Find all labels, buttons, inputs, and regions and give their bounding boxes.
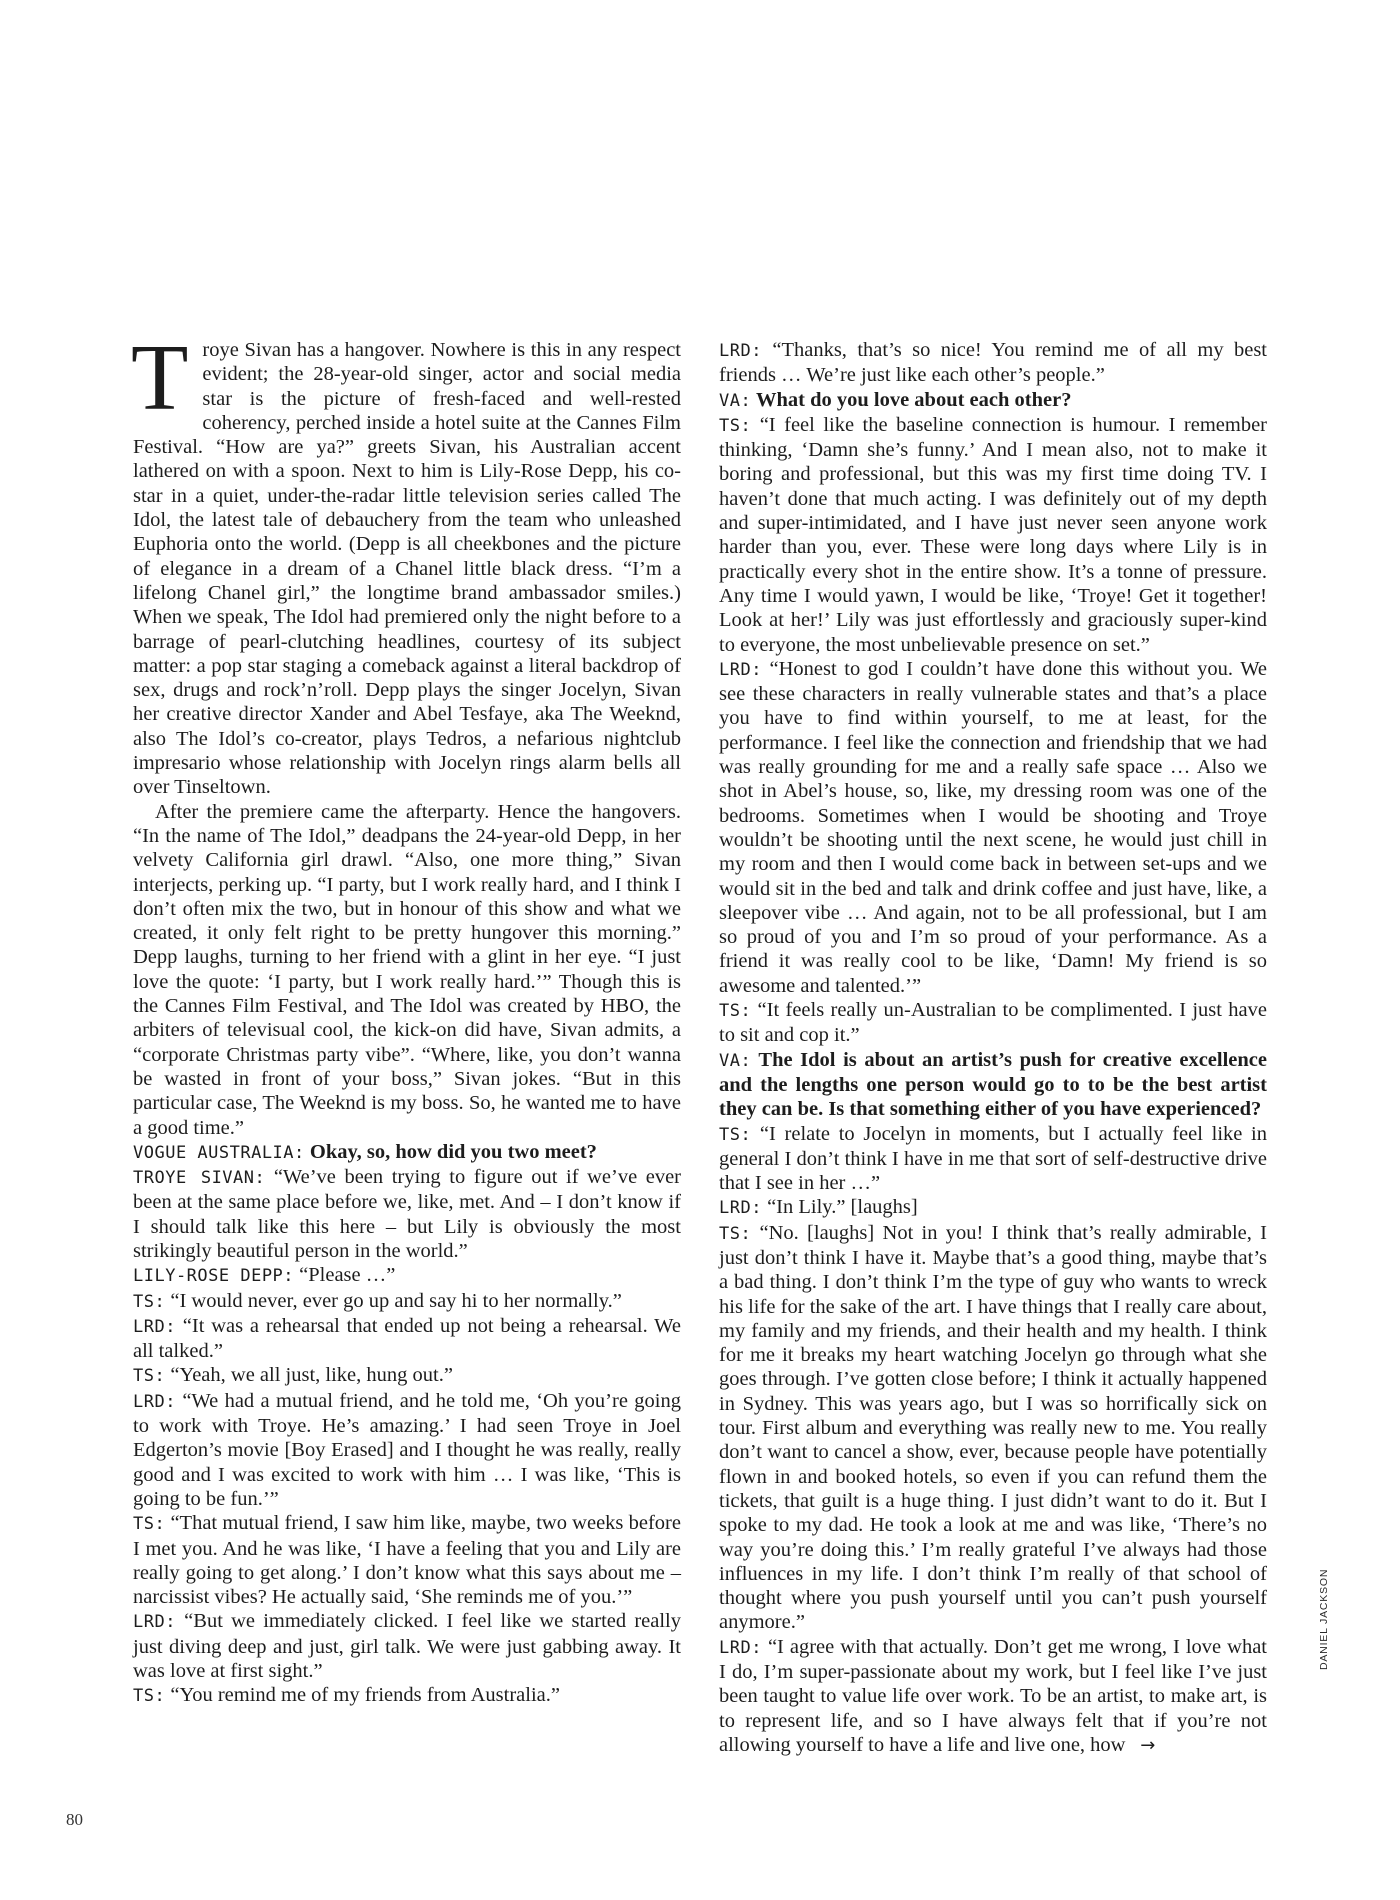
speaker-label: VOGUE AUSTRALIA: xyxy=(133,1142,305,1163)
interview-answer xyxy=(133,1363,681,1388)
speaker-label: LRD: xyxy=(719,341,762,361)
speaker-label: VA: xyxy=(719,1050,752,1071)
interview-text: “That mutual friend, I saw him like, maybe, two weeks before I met you. And he was like, ‘I have a feeling that you and Lily are really going to get along.’ I don’t know what this says about me – narcissist vibes? He actually said, ‘She reminds me of you.’” xyxy=(133,1512,681,1609)
interview-text: What do you love about each other? xyxy=(751,388,1072,411)
left-interview xyxy=(133,1140,681,1709)
interview-answer xyxy=(133,1683,681,1708)
interview-text: “Please …” xyxy=(294,1264,396,1287)
interview-text: “I relate to Jocelyn in moments, but I actually feel like in general I don’t think I have in me that sort of self-destructive drive that I see in her …” xyxy=(719,1122,1267,1195)
interview-answer xyxy=(719,998,1267,1048)
speaker-label: TS: xyxy=(719,1001,752,1022)
photo-credit: DANIEL JACKSON xyxy=(1318,1568,1330,1670)
interview-text: “I feel like the baseline connection is humour. I remember thinking, ‘Damn she’s funny.’ And I mean also, not to make it boring and professional, but this was my first time doing TV. I haven’t done that much acting. I was definitely out of my depth and super-intimidated, and I have just never seen anyone work harder than you, ever. These were long days where Lily is in practically every shot in the entire show. It’s a tonne of pressure. Any time I would yawn, I would be like, ‘Troye! Get it together! Look at her!’ Lily was just effortlessly and graciously super-kind to everyone, the most unbelievable presence on set.” xyxy=(719,413,1267,656)
drop-cap: T xyxy=(131,326,189,430)
page-number: 80 xyxy=(66,1810,83,1829)
interview-text: “But we immediately clicked. I feel like we started really just diving deep and just, girl talk. We were just gabbing away. It was love at first sight.” xyxy=(133,1610,681,1683)
continue-arrow-icon: → xyxy=(1125,1734,1156,1756)
interview-text: “It feels really un-Australian to be complimented. I just have to sit and cop it.” xyxy=(719,999,1267,1047)
interview-answer xyxy=(719,413,1267,657)
speaker-label: LILY-ROSE DEPP: xyxy=(133,1266,295,1287)
interview-text: “I agree with that actually. Don’t get me wrong, I love what I do, I’m super-passionate about my work, but I feel like I’ve just been taught to value life over work. To be an artist, to make art, is to represent life, and so I have always felt that if you’re not allowing yourself to have a life and live one, how xyxy=(719,1635,1267,1756)
speaker-label: LRD: xyxy=(719,659,762,680)
speaker-label: TROYE SIVAN: xyxy=(133,1168,266,1189)
speaker-label: TS: xyxy=(133,1291,166,1312)
interview-answer xyxy=(133,1389,681,1511)
interview-answer xyxy=(133,1511,681,1609)
interview-text: “Thanks, that’s so nice! You remind me of all my best friends … We’re just like each other’s people.” xyxy=(719,339,1267,387)
speaker-label: TS: xyxy=(133,1514,166,1535)
interview-text: “It was a rehearsal that ended up not being a rehearsal. We all talked.” xyxy=(133,1314,681,1363)
speaker-label: TS: xyxy=(719,1223,752,1244)
interview-text: “You remind me of my friends from Australia.” xyxy=(165,1684,560,1707)
interview-text: “We had a mutual friend, and he told me, ‘Oh you’re going to work with Troye. He’s amazing.’ I had seen Troye in Joel Edgerton’s movie [Boy Erased] and I thought he was really, really good and I was excited to work with him … I was like, ‘This is going to be fun.’” xyxy=(133,1389,681,1510)
speaker-label: LRD: xyxy=(719,1637,762,1658)
interview-answer xyxy=(719,1122,1267,1196)
interview-answer xyxy=(133,1165,681,1263)
interview-answer xyxy=(133,1289,681,1314)
interview-question xyxy=(719,1048,1267,1122)
interview-text: The Idol is about an artist’s push for creative excellence and the lengths one person would go to to be the best artist they can be. Is that something either of you have experienced? xyxy=(719,1048,1267,1121)
speaker-label: TS: xyxy=(719,1124,752,1145)
speaker-label: LRD: xyxy=(719,1198,762,1219)
interview-answer xyxy=(719,1221,1267,1635)
interview-text: “In Lily.” [laughs] xyxy=(761,1196,918,1219)
interview-answer xyxy=(719,1635,1267,1758)
interview-text: “I would never, ever go up and say hi to her normally.” xyxy=(165,1289,622,1312)
interview-answer xyxy=(133,1609,681,1683)
afterparty-paragraph: After the premiere came the afterparty. Hence the hangovers. “In the name of The Idol,” deadpans the 24-year-old Depp, in her velvety California girl drawl. “Also, one more thing,” Sivan interjects, perking up. “I party, but I work really hard, and I think I don’t often mix the two, but in honour of this show and what we created, it only felt right to be pretty hungover this morning.” Depp laughs, turning to her friend with a glint in her eye. “I just love the quote: ‘I party, but I work really hard.’” Though this is the Cannes Film Festival, and The Idol was created by HBO, the arbiters of televisual cool, the kick-on did have, Sivan admits, a “corporate Christmas party vibe”. “Where, like, you don’t wanna be wasted in front of your boss,” Sivan jokes. “But in this particular case, The Weeknd is my boss. So, he wanted me to have a good time.” xyxy=(133,800,681,1139)
interview-answer xyxy=(719,1195,1267,1220)
speaker-label: LRD: xyxy=(133,1391,176,1412)
interview-question xyxy=(719,388,1267,413)
interview-text: “No. [laughs] Not in you! I think that’s really admirable, I just don’t think I have it. Maybe that’s a good thing, maybe that’s a bad thing. I don’t think I’m the type of guy who wants to wreck his life for the sake of the art. I have things that I really care about, my family and my friends, and their health and my health. I think for me it breaks my heart watching Jocelyn go through what she goes through. I’ve gotten close before; I think it actually happened in Sydney. This was years ago, but I was so horrifically sick on tour. First album and everything was really new to me. You really don’t want to cancel a show, ever, because people have potentially flown in and booked hotels, so even if you can refund them the tickets, that guilt is a huge thing. I just didn’t want to do it. But I spoke to my dad. He took a look at me and was like, ‘There’s no way you’re doing this.’ I’m really grateful I’ve always had those influences in my life. I don’t think I’m really of that school of thought where you push yourself until you can’t push yourself anymore.” xyxy=(719,1221,1267,1634)
interview-answer xyxy=(133,1263,681,1288)
interview-text: “We’ve been trying to figure out if we’ve ever been at the same place before we, like, met. And – I don’t know if I should talk like this here – but Lily is obviously the most strikingly beautiful person in the world.” xyxy=(133,1166,681,1262)
speaker-label: VA: xyxy=(719,390,752,411)
interview-answer xyxy=(133,1314,681,1364)
speaker-label: TS: xyxy=(719,415,752,436)
interview-text: Okay, so, how did you two meet? xyxy=(304,1140,597,1163)
right-interview xyxy=(719,338,1267,1758)
speaker-label: TS: xyxy=(133,1686,166,1707)
speaker-label: TS: xyxy=(133,1366,166,1387)
intro-text: roye Sivan has a hangover. Nowhere is this in any respect evident; the 28-year-old singer, actor and social media star is the picture of fresh-faced and well-rested coherency, perched inside a hotel suite at the Cannes Film Festival. “How are ya?” greets Sivan, his Australian accent lathered on with a spoon. Next to him is Lily-Rose Depp, his co-star in a quiet, under-the-radar little television series called The Idol, the latest tale of debauchery from the team who unleashed Euphoria onto the world. (Depp is all cheekbones and the picture of elegance in a dream of a Chanel little black dress. “I’m a lifelong Chanel girl,” the longtime brand ambassador smiles.) When we speak, The Idol had premiered only the night before to a barrage of pearl-clutching headlines, courtesy of its subject matter: a pop star staging a comeback against a literal backdrop of sex, drugs and rock’n’roll. Depp plays the singer Jocelyn, Sivan her creative director Xander and Abel Tesfaye, aka The Weeknd, also The Idol’s co-creator, plays Tedros, a nefarious nightclub impresario whose relationship with Jocelyn rings alarm bells all over Tinseltown. xyxy=(133,339,681,799)
interview-question xyxy=(133,1140,681,1165)
right-column xyxy=(719,338,1267,1758)
interview-text: “Yeah, we all just, like, hung out.” xyxy=(165,1364,453,1387)
interview-answer xyxy=(719,338,1267,388)
speaker-label: LRD: xyxy=(133,1612,176,1633)
left-column xyxy=(131,326,681,1709)
speaker-label: LRD: xyxy=(133,1316,176,1337)
interview-answer xyxy=(719,657,1267,998)
interview-text: “Honest to god I couldn’t have done this without you. We see these characters in really vulnerable states and that’s a place you have to find within yourself, to me at least, for the performance. I feel like the connection and friendship that we had was really grounding for me and a really safe space … Also we shot in Abel’s house, so, like, my dressing room was one of the bedrooms. Sometimes when I would be shooting and Troye wouldn’t be shooting until the next scene, he would just chill in my room and then I would come back in between set-ups and we would sit in the bed and talk and drink coffee and just have, like, a sleepover vibe … And again, not to be all professional, but I am so proud of you and I’m so proud of your performance. As a friend it was really cool to be like, ‘Damn! My friend is so awesome and talented.’” xyxy=(719,657,1267,997)
intro-paragraph xyxy=(131,326,681,800)
